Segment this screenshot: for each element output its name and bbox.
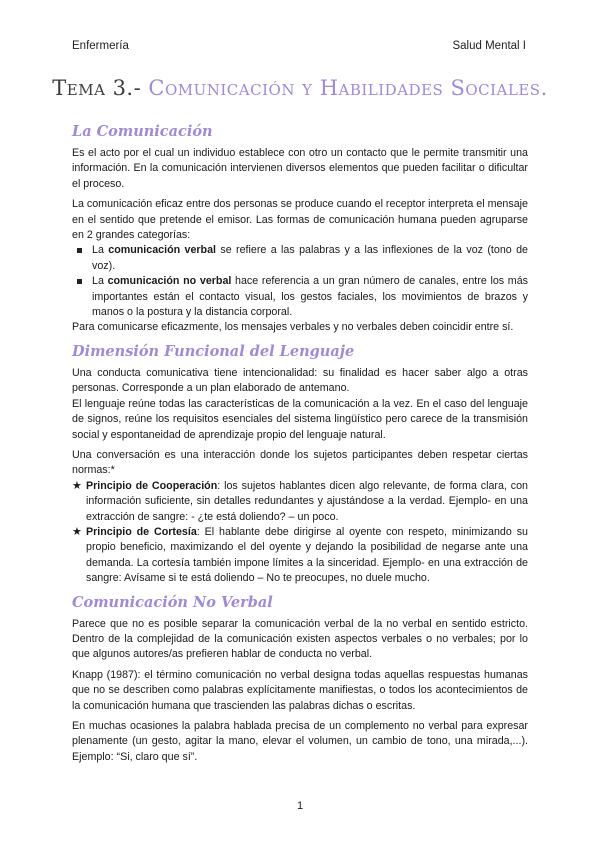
page-number: 1 xyxy=(296,800,304,812)
paragraph: Knapp (1987): el término comunicación no verbal designa todas aquellas respuestas humanas que no se describen como palabras explícitamente manifiestas, o todos los acontecimientos de la comunicación humana que trascienden las palabras dichas o escritas. xyxy=(72,668,528,712)
star-icon: ★ xyxy=(72,479,82,492)
list-item: ★ Principio de Cooperación: los sujetos hablantes dicen algo relevante, de forma clara, con información suficiente, sin detalles redundantes y ajustándose a la verdad. Ejemplo- en una extracción de sangre: - ¿te está doliendo? – un poco. xyxy=(72,479,528,523)
section-heading: La Comunicación xyxy=(72,123,213,140)
paragraph: Es el acto por el cual un individuo establece con otro un contacto que le permite transmitir una información. En la comunicación intervienen diversos elementos que pueden facilitar o dificultar el proceso. xyxy=(72,147,528,190)
bullet-list xyxy=(72,243,528,320)
section-heading: Comunicación No Verbal xyxy=(72,593,273,611)
paragraph: Para comunicarse eficazmente, los mensajes verbales y no verbales deben coincidir entre sí. xyxy=(72,321,514,334)
section-comunicacion xyxy=(72,122,528,336)
title-main: Tema 3.- xyxy=(52,76,142,100)
list-item: ★ Principio de Cortesía: El hablante debe dirigirse al oyente con respeto, minimizando su propio beneficio, maximizando el del oyente y dejando la posibilidad de negarse ante una demanda. La cortesía también impone límites a la sinceridad. Ejemplo- en una extracción de sangre: Avísame si te está doliendo – No te preocupes, no duele mucho. xyxy=(72,525,529,585)
section-no-verbal xyxy=(72,593,528,766)
section-heading: Dimensión Funcional del Lenguaje xyxy=(72,342,355,360)
star-icon: ★ xyxy=(72,525,82,538)
header-left: Enfermería xyxy=(72,40,129,52)
paragraph: Parece que no es posible separar la comunicación verbal de la no verbal en sentido estricto. Dentro de la complejidad de la comunicación existen aspectos verbales o no verbales; por lo que algunos autores/as prefieren hablar de conducta no verbal. xyxy=(72,617,528,661)
title-sub: Comunicación y Habilidades Sociales. xyxy=(141,76,548,100)
list-item: La comunicación no verbal hace referencia a un gran número de canales, entre los más importantes están el contacto visual, los gestos faciales, los movimientos de brazos y manos o la postura y la distancia corporal. xyxy=(72,274,528,320)
paragraph: Una conversación es una interacción donde los sujetos participantes deben respetar ciertas normas:* xyxy=(72,448,528,477)
document-body xyxy=(72,122,528,771)
section-dimension-funcional xyxy=(72,342,528,587)
paragraph: La comunicación eficaz entre dos personas se produce cuando el receptor interpreta el mensaje en el sentido que pretende el emisor. Las formas de comunicación humana pueden agruparse en 2 grandes categorías: xyxy=(72,198,528,242)
header-right: Salud Mental I xyxy=(452,40,526,52)
list-item: La comunicación verbal se refiere a las palabras y a las inflexiones de la voz (tono de voz). xyxy=(72,243,528,274)
page-title xyxy=(0,76,600,100)
paragraph: En muchas ocasiones la palabra hablada precisa de un complemento no verbal para expresar plenamente (un gesto, agitar la mano, elevar el volumen, un cambio de tono, una mirada,...). Ejemplo: “Si, claro que sí”. xyxy=(72,720,528,763)
star-list xyxy=(72,479,528,587)
paragraph: Una conducta comunicativa tiene intencionalidad: su finalidad es hacer saber algo a otras personas. Corresponde a un plan elaborado de antemano. xyxy=(72,366,528,395)
paragraph: El lenguaje reúne todas las características de la comunicación a la vez. En el caso del lenguaje de signos, reúne los requisitos esenciales del sistema lingüístico pero carece de la transmisión social y espontaneidad de aprendizaje propio del lenguaje natural. xyxy=(72,397,528,441)
